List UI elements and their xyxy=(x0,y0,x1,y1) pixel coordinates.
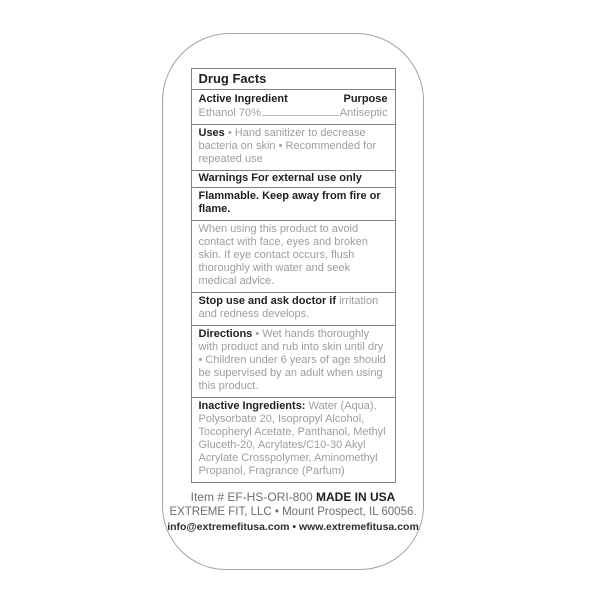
drug-facts-title: Drug Facts xyxy=(192,69,395,90)
label-footer xyxy=(163,490,423,534)
made-in-usa: MADE IN USA xyxy=(316,490,396,504)
uses-label: Uses xyxy=(198,127,225,139)
leader-line xyxy=(262,114,339,116)
item-number: Item # EF-HS-ORI-800 xyxy=(190,490,313,504)
product-label-diecut xyxy=(162,33,424,570)
company-address: EXTREME FIT, LLC • Mount Prospect, IL 60056. xyxy=(169,506,417,518)
inactive-ingredients-label: Inactive Ingredients: xyxy=(198,400,306,412)
flammable-section: Flammable. Keep away from fire or flame. xyxy=(192,188,395,221)
purpose-heading: Purpose xyxy=(343,93,388,105)
directions-label: Directions xyxy=(198,328,253,340)
uses-section xyxy=(192,125,395,171)
drug-facts-box xyxy=(191,68,396,483)
inactive-ingredients-section xyxy=(192,398,395,482)
active-ingredient-heading: Active Ingredient xyxy=(198,93,288,105)
contact-info: info@extremefitusa.com • www.extremefitusa.com xyxy=(167,521,419,533)
warnings-section: Warnings For external use only xyxy=(192,171,395,188)
active-ingredient-section xyxy=(192,90,395,125)
stop-use-label: Stop use and ask doctor if xyxy=(198,295,337,307)
when-using-section: When using this product to avoid contact with face, eyes and broken skin. If eye contact occurs, flush thoroughly with water and seek medical advice. xyxy=(192,221,395,293)
uses-text: • Hand sanitizer to decrease bacteria on skin • Recommended for repeated use xyxy=(198,127,376,165)
stop-use-section xyxy=(192,293,395,326)
directions-section xyxy=(192,326,395,398)
purpose-value: Antiseptic xyxy=(339,107,388,119)
directions-text: • Wet hands thoroughly with product and rub into skin until dry • Children under 6 years of age should be supervised by an adult when using this product. xyxy=(198,328,386,392)
item-number-line xyxy=(163,490,423,504)
stop-use-text: irritation and redness develops. xyxy=(198,295,379,320)
inactive-ingredients-text: Water (Aqua), Polysorbate 20, Isopropyl Alcohol, Tocopheryl Acetate, Panthanol, Methyl Gluceth-20, Acrylates/C10-30 Akyl Acrylate Crosspolymer, Aminomethyl Propanol, Fragrance (Parfum) xyxy=(198,400,386,477)
active-ingredient-value: Ethanol 70% xyxy=(198,107,261,119)
